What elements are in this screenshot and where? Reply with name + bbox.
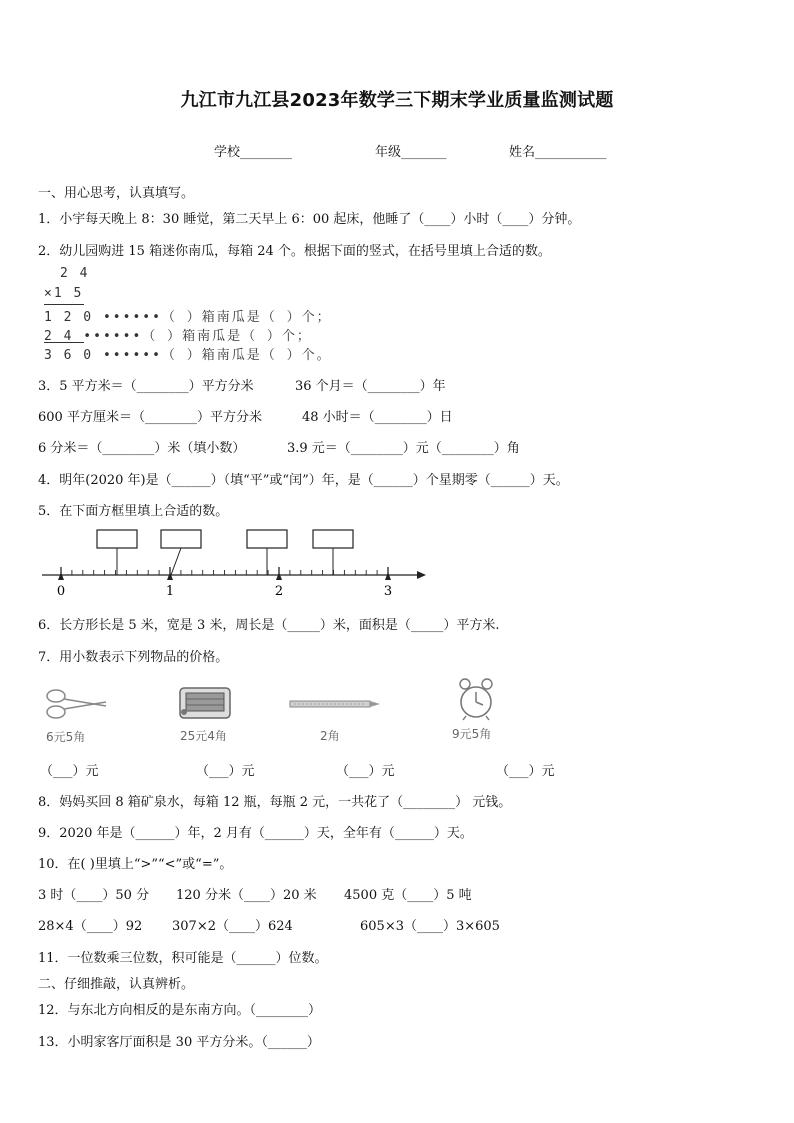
tick-arrow-icon xyxy=(58,572,64,580)
item-answer-4[interactable]: （___）元 xyxy=(496,764,555,779)
question-3a: 3．5 平方米＝（________）平方分米 xyxy=(38,379,254,394)
item-price-4: 9元5角 xyxy=(452,727,492,741)
vertical-row-1: 2 4 xyxy=(60,266,90,281)
question-10: 10．在( )里填上“>”“<”或“=”。 xyxy=(38,857,233,872)
tick-arrow-icon xyxy=(385,572,391,580)
question-2: 2．幼儿园购进 15 箱迷你南瓜，每箱 24 个。根据下面的竖式，在括号里填上合适的数。 xyxy=(38,244,551,259)
school-field[interactable]: 学校________ xyxy=(214,145,293,160)
name-field[interactable]: 姓名___________ xyxy=(509,145,607,160)
item-answer-1[interactable]: （___）元 xyxy=(40,764,99,779)
item-price-2: 25元4角 xyxy=(180,729,227,743)
section-heading-1: 一、用心思考，认真填写。 xyxy=(38,186,195,201)
answer-box-1[interactable] xyxy=(97,530,137,548)
question-6: 6．长方形长是 5 米，宽是 3 米，周长是（_____）米，面积是（_____）平方米. xyxy=(38,618,500,633)
scissors-icon xyxy=(44,684,110,724)
axis-label-1: 1 xyxy=(165,584,175,599)
question-10e: 307×2（____）624 xyxy=(172,919,293,934)
question-10c: 4500 克（____）5 吨 xyxy=(344,888,472,903)
vertical-row-2: ×1 5 xyxy=(44,286,84,301)
number-line xyxy=(36,525,436,603)
answer-box-3[interactable] xyxy=(247,530,287,548)
axis-ticks xyxy=(58,567,391,580)
axis-arrow-icon xyxy=(417,571,426,579)
vertical-row-4: 2 4 ••••••（ ）箱南瓜是（ ）个； xyxy=(44,329,312,344)
vertical-divider xyxy=(44,304,84,305)
question-3c: 600 平方厘米＝（________）平方分米 xyxy=(38,410,262,425)
answer-box-2[interactable] xyxy=(161,530,201,548)
axis-label-3: 3 xyxy=(383,584,393,599)
question-7: 7．用小数表示下列物品的价格。 xyxy=(38,650,229,665)
question-9: 9．2020 年是（______）年，2 月有（______）天，全年有（______）天。 xyxy=(38,826,473,841)
question-5: 5．在下面方框里填上合适的数。 xyxy=(38,504,229,519)
question-3e: 6 分米＝（________）米（填小数） xyxy=(38,441,246,456)
question-10b: 120 分米（____）20 米 xyxy=(176,888,317,903)
item-price-3: 2角 xyxy=(320,729,340,743)
question-10a: 3 时（____）50 分 xyxy=(38,888,150,903)
section-heading-2: 二、仔细推敲，认真辨析。 xyxy=(38,977,195,992)
question-8: 8．妈妈买回 8 箱矿泉水，每箱 12 瓶，每瓶 2 元，一共花了（________） 元钱。 xyxy=(38,795,512,810)
axis-label-0: 0 xyxy=(56,584,66,599)
question-3b: 36 个月＝（________）年 xyxy=(295,379,446,394)
pencil-case-icon xyxy=(176,682,234,726)
vertical-row-3: 1 2 0 ••••••（ ）箱南瓜是（ ）个； xyxy=(44,310,332,325)
vertical-row-5: 3 6 0 ••••••（ ）箱南瓜是（ ）个。 xyxy=(44,348,332,363)
page-title: 九江市九江县2023年数学三下期末学业质量监测试题 xyxy=(180,90,614,111)
question-10f: 605×3（____）3×605 xyxy=(360,919,500,934)
question-3f: 3.9 元＝（________）元（________）角 xyxy=(287,441,520,456)
box-pointer-2 xyxy=(171,548,181,575)
tick-arrow-icon xyxy=(276,572,282,580)
question-13: 13．小明家客厅面积是 30 平方分米。（______） xyxy=(38,1035,320,1050)
question-3d: 48 小时＝（________）日 xyxy=(302,410,453,425)
item-price-1: 6元5角 xyxy=(46,730,86,744)
vertical-divider-2 xyxy=(44,342,84,343)
answer-box-4[interactable] xyxy=(313,530,353,548)
question-4: 4．明年(2020 年)是（______）（填“平”或“闰”）年，是（______）个星期零（______）天。 xyxy=(38,473,569,488)
item-answer-2[interactable]: （___）元 xyxy=(196,764,255,779)
question-12: 12．与东北方向相反的是东南方向。（________） xyxy=(38,1003,322,1018)
question-10d: 28×4（____）92 xyxy=(38,919,143,934)
question-1: 1．小宇每天晚上 8：30 睡觉，第二天早上 6：00 起床，他睡了（____）小时（____）分钟。 xyxy=(38,212,581,227)
axis-label-2: 2 xyxy=(274,584,284,599)
alarm-clock-icon xyxy=(456,676,496,722)
question-11: 11．一位数乘三位数，积可能是（______）位数。 xyxy=(38,951,328,966)
grade-field[interactable]: 年级_______ xyxy=(375,145,447,160)
item-answer-3[interactable]: （___）元 xyxy=(336,764,395,779)
pencil-icon xyxy=(288,696,384,712)
